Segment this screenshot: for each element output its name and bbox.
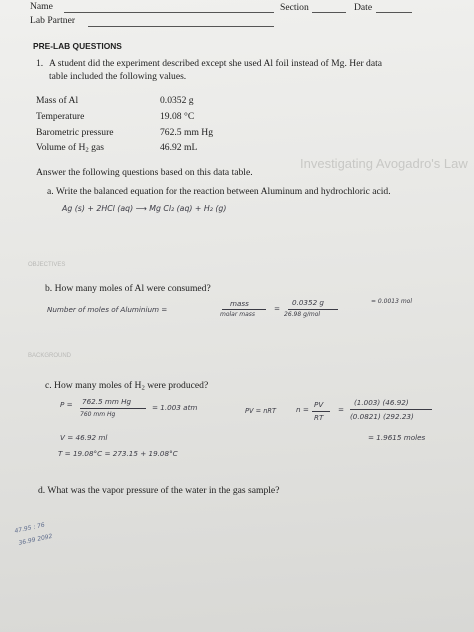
pressure-label: P = bbox=[60, 400, 73, 409]
section-label: Section bbox=[280, 2, 309, 13]
question-prompt-line2: table included the following values. bbox=[49, 71, 187, 82]
part-c-prompt: c. How many moles of $H_2$ were produced? bbox=[45, 380, 209, 392]
question-prompt-line1: A student did the experiment described except she used Al foil instead of Mg. Her data bbox=[49, 58, 383, 69]
n-fraction bbox=[312, 400, 336, 424]
part-b-answer-label[interactable]: Number of moles of Aluminium = bbox=[47, 305, 168, 314]
data-value-pressure: 762.5 mm Hg bbox=[160, 127, 214, 138]
fraction-bar bbox=[288, 309, 338, 310]
data-label-temperature: Temperature bbox=[36, 111, 85, 122]
part-a-prompt: a. Write the balanced equation for the reaction between Aluminum and hydrochloric acid. bbox=[47, 186, 391, 197]
data-label-mass: Mass of Al bbox=[36, 95, 79, 106]
date-label: Date bbox=[354, 2, 373, 13]
data-value-temperature: 19.08 °C bbox=[160, 111, 195, 122]
pressure-fraction bbox=[80, 397, 150, 421]
part-b-fraction-values bbox=[284, 298, 354, 322]
data-value-mass: 0.0352 g bbox=[160, 95, 194, 106]
part-c-result: = 1.9615 moles bbox=[368, 433, 426, 442]
pressure-result: = 1.003 atm bbox=[152, 403, 198, 412]
fraction-bar bbox=[312, 411, 330, 412]
part-a-answer[interactable]: Ag (s) + 2HCl (aq) ⟶ Mg Cl₂ (aq) + H₂ (g) bbox=[62, 204, 227, 213]
name-label: Name bbox=[30, 1, 53, 12]
fraction-numerator: 762.5 mm Hg bbox=[82, 397, 132, 406]
fraction-denominator: 26.98 g/mol bbox=[284, 311, 321, 318]
fraction-numerator: mass bbox=[230, 299, 249, 308]
ideal-gas-law: PV = nRT bbox=[245, 407, 276, 415]
fraction-numerator: PV bbox=[314, 400, 324, 409]
instructions: Answer the following questions based on this data table. bbox=[36, 167, 253, 178]
bleed-through-title: Investigating Avogadro's Law bbox=[300, 156, 468, 171]
section-title: PRE-LAB QUESTIONS bbox=[33, 41, 122, 51]
fraction-numerator: 0.0352 g bbox=[292, 298, 324, 307]
data-value-volume: 46.92 mL bbox=[160, 142, 198, 153]
calc-fraction bbox=[348, 398, 438, 426]
name-field[interactable] bbox=[64, 12, 274, 13]
fraction-denominator: RT bbox=[314, 413, 324, 422]
question-number: 1. bbox=[36, 58, 44, 69]
part-b-equals: = bbox=[274, 304, 281, 313]
fraction-denominator: (0.0821) (292.23) bbox=[350, 412, 414, 421]
bleed-through-objectives: OBJECTIVES bbox=[28, 262, 66, 268]
n-label: n = bbox=[296, 405, 309, 414]
fraction-bar bbox=[350, 409, 432, 410]
fraction-bar bbox=[80, 408, 146, 409]
fraction-denominator: 760 mm Hg bbox=[80, 411, 116, 418]
date-field[interactable] bbox=[376, 12, 412, 13]
part-b-fraction-formula bbox=[222, 299, 272, 321]
data-label-volume: Volume of $H_2$ gas bbox=[36, 142, 104, 154]
margin-note-2: 36.99 2092 bbox=[18, 532, 54, 547]
fraction-bar bbox=[222, 309, 266, 310]
section-field[interactable] bbox=[312, 12, 346, 13]
fraction-denominator: molar mass bbox=[220, 311, 256, 318]
margin-note-1: 47.95 : 76 bbox=[14, 521, 46, 535]
part-d-prompt: d. What was the vapor pressure of the water in the gas sample? bbox=[38, 485, 280, 496]
lab-partner-field[interactable] bbox=[88, 26, 274, 27]
lab-partner-label: Lab Partner bbox=[30, 15, 76, 26]
volume-line: V = 46.92 ml bbox=[60, 433, 108, 442]
temperature-line: T = 19.08°C = 273.15 + 19.08°C bbox=[58, 449, 178, 458]
data-label-pressure: Barometric pressure bbox=[36, 127, 114, 138]
part-c-equals: = bbox=[338, 405, 345, 414]
bleed-through-background: BACKGROUND bbox=[28, 353, 72, 359]
fraction-numerator: (1.003) (46.92) bbox=[354, 398, 409, 407]
part-b-result: = 0.0013 mol bbox=[371, 298, 413, 305]
part-b-prompt: b. How many moles of Al were consumed? bbox=[45, 283, 211, 294]
